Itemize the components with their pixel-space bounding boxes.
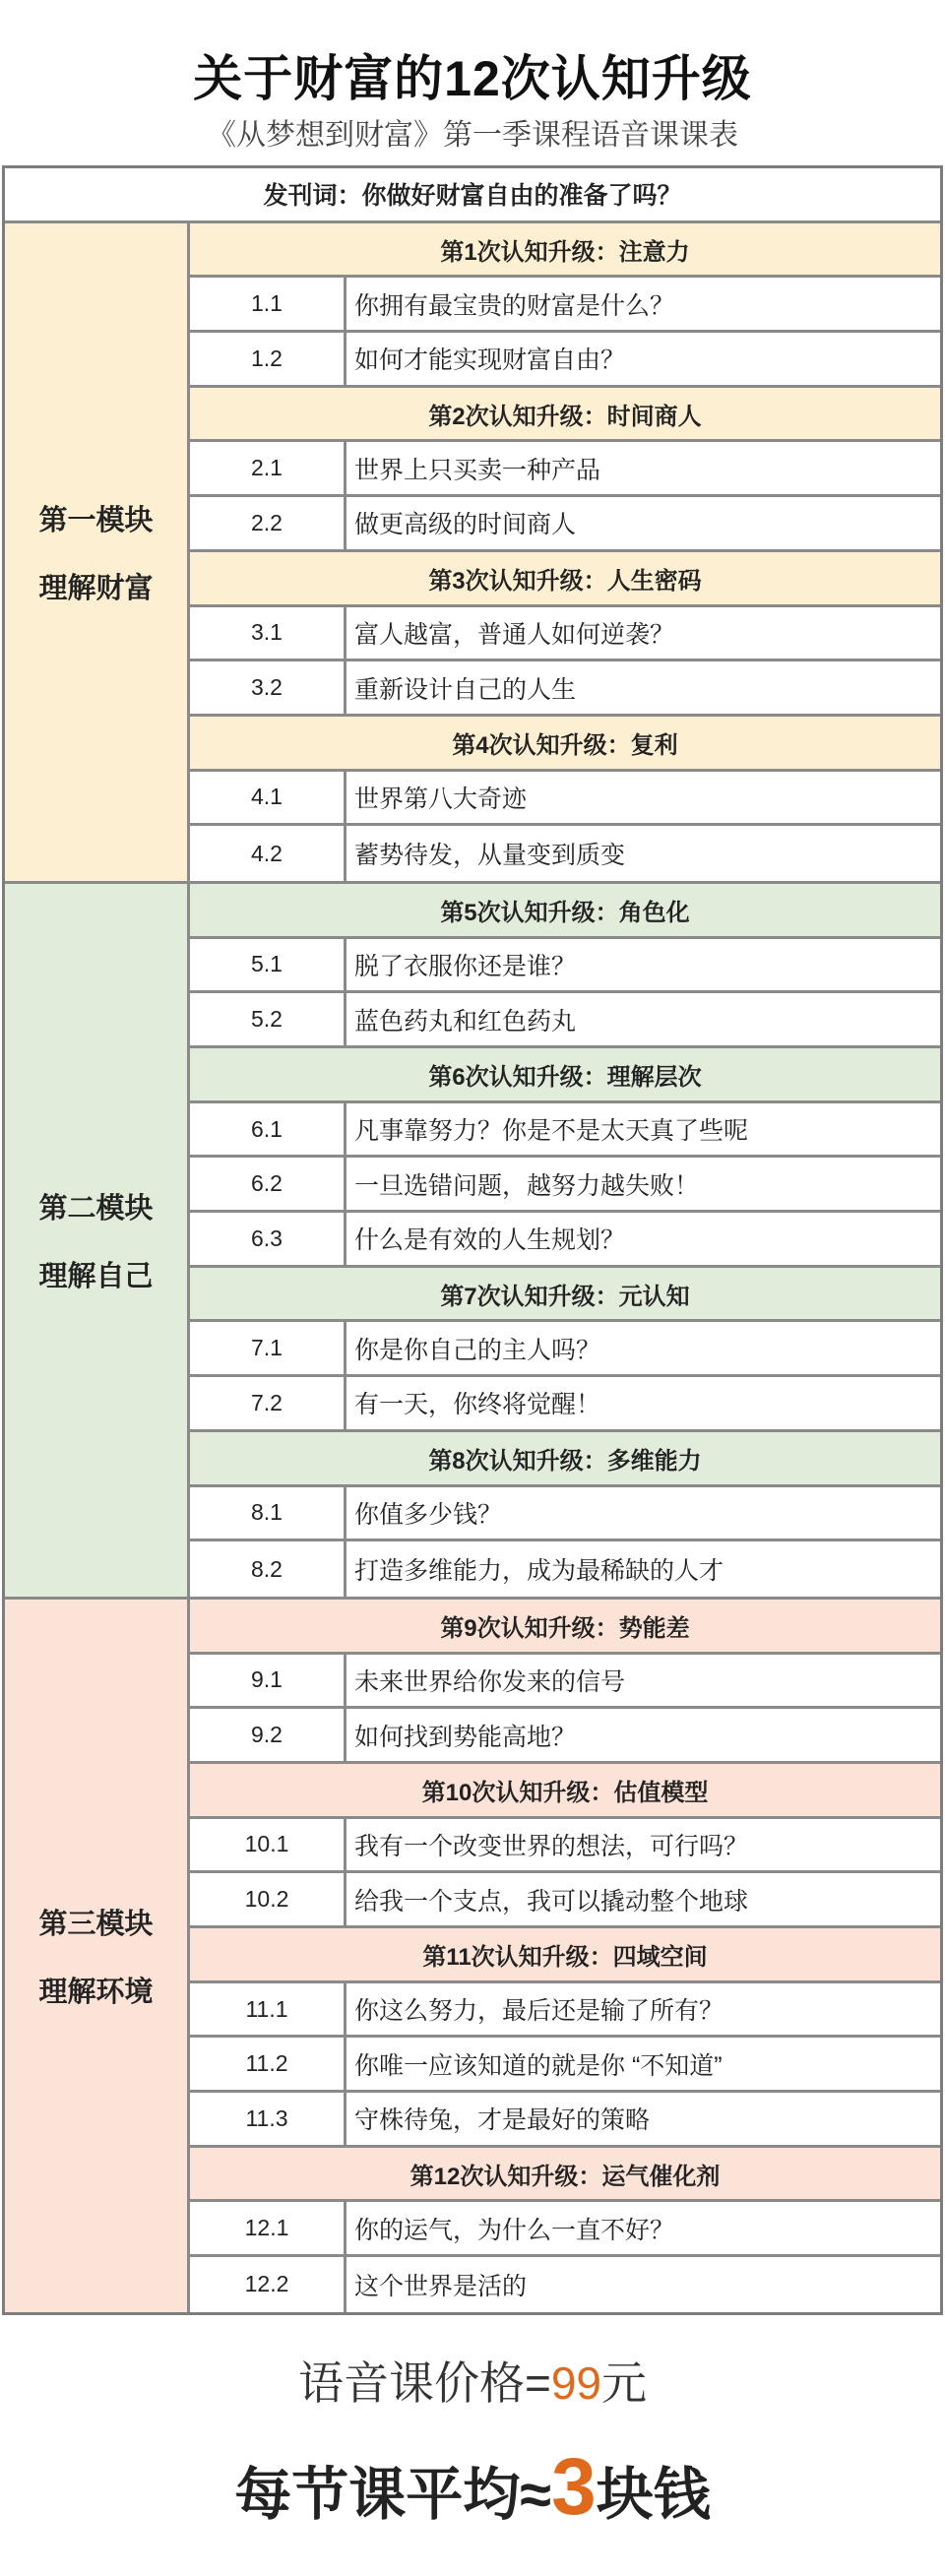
lesson-title: 什么是有效的人生规划？ <box>354 1226 626 1255</box>
lesson-row <box>190 1103 940 1159</box>
module-name: 第一模块 <box>38 504 154 536</box>
lesson-row <box>190 661 940 717</box>
lesson-title: 守株待兔，才是最好的策略 <box>354 2106 651 2135</box>
module-name: 第二模块 <box>38 1192 154 1225</box>
module-theme: 理解环境 <box>38 1976 154 2008</box>
lesson-row <box>190 1541 940 1597</box>
page-title: 关于财富的12次认知升级 <box>193 51 752 106</box>
lesson-number: 7.2 <box>190 1377 346 1429</box>
lesson-number: 1.1 <box>190 278 346 330</box>
lesson-number: 6.2 <box>190 1158 346 1210</box>
lesson-title: 打造多维能力，成为最稀缺的人才 <box>354 1557 724 1586</box>
lesson-number: 3.2 <box>190 661 346 714</box>
lesson-row <box>190 497 940 552</box>
section-header: 第6次认知升级：理解层次 <box>190 1048 940 1103</box>
lesson-title: 富人越富，普通人如何逆袭？ <box>354 620 675 649</box>
lesson-number: 7.1 <box>190 1322 346 1374</box>
lesson-title: 凡事靠努力？你是不是太天真了些呢 <box>354 1117 749 1146</box>
module-label <box>5 884 190 1597</box>
lesson-title: 给我一个支点，我可以撬动整个地球 <box>354 1887 749 1916</box>
module-theme: 理解自己 <box>38 1260 154 1292</box>
lesson-row <box>190 2093 940 2148</box>
lesson-number: 5.1 <box>190 939 346 991</box>
lesson-title: 蓄势待发，从量变到质变 <box>354 842 626 870</box>
section-header: 第4次认知升级：复利 <box>190 717 940 772</box>
lesson-title: 蓝色药丸和红色药丸 <box>354 1007 577 1036</box>
section-header: 第12次认知升级：运气催化剂 <box>190 2148 940 2203</box>
lesson-title: 做更高级的时间商人 <box>354 511 577 539</box>
lesson-title: 你唯一应该知道的就是你 “不知道” <box>354 2051 723 2080</box>
lesson-title: 有一天，你终将觉醒！ <box>354 1391 601 1419</box>
lesson-row <box>190 1819 940 1874</box>
module-theme: 理解财富 <box>38 572 154 604</box>
section-header: 第8次认知升级：多维能力 <box>190 1432 940 1487</box>
lesson-row <box>190 1873 940 1928</box>
module-label <box>5 1600 190 2312</box>
lesson-number: 9.1 <box>190 1655 346 1707</box>
lesson-number: 10.2 <box>190 1873 346 1925</box>
lesson-title: 你的运气，为什么一直不好？ <box>354 2216 675 2244</box>
per-lesson-label: 每节课平均≈ <box>234 2463 552 2527</box>
module-label <box>5 223 190 881</box>
lesson-number: 8.2 <box>190 1541 346 1597</box>
section-header: 第7次认知升级：元认知 <box>190 1268 940 1323</box>
lesson-number: 12.1 <box>190 2202 346 2254</box>
lesson-title: 世界上只买卖一种产品 <box>354 456 601 484</box>
page-subtitle: 《从梦想到财富》第一季课程语音课课表 <box>207 119 738 152</box>
price-unit: 元 <box>601 2357 648 2409</box>
lesson-number: 1.2 <box>190 333 346 385</box>
price-line <box>0 2348 945 2413</box>
lesson-number: 5.2 <box>190 993 346 1045</box>
lesson-row <box>190 1158 940 1213</box>
lesson-number: 10.1 <box>190 1819 346 1871</box>
lesson-number: 2.2 <box>190 497 346 549</box>
lesson-number: 9.2 <box>190 1709 346 1761</box>
lesson-number: 4.1 <box>190 772 346 824</box>
lesson-row <box>190 1322 940 1377</box>
lesson-number: 3.1 <box>190 607 346 660</box>
lesson-number: 6.1 <box>190 1103 346 1156</box>
per-lesson-price-line <box>0 2441 945 2534</box>
section-header: 第5次认知升级：角色化 <box>190 884 940 939</box>
per-lesson-unit: 块钱 <box>596 2463 711 2527</box>
module-block <box>5 1600 940 2312</box>
lesson-title: 我有一个改变世界的想法，可行吗？ <box>354 1832 749 1860</box>
lesson-title: 你拥有最宝贵的财富是什么？ <box>354 291 675 320</box>
lesson-title: 重新设计自己的人生 <box>354 675 577 704</box>
per-lesson-value: 3 <box>551 2442 597 2532</box>
lesson-number: 11.2 <box>190 2038 346 2090</box>
lesson-title: 这个世界是活的 <box>354 2272 528 2300</box>
lesson-row <box>190 607 940 662</box>
course-schedule-table <box>2 165 943 2315</box>
lesson-row <box>190 1709 940 1764</box>
lesson-row <box>190 2202 940 2257</box>
section-header: 第9次认知升级：势能差 <box>190 1600 940 1655</box>
lesson-row <box>190 333 940 388</box>
module-name: 第三模块 <box>38 1908 154 1940</box>
section-header: 第3次认知升级：人生密码 <box>190 552 940 607</box>
section-header: 第1次认知升级：注意力 <box>190 223 940 279</box>
lesson-title: 一旦选错问题，越努力越失败！ <box>354 1171 700 1200</box>
lesson-row <box>190 1983 940 2039</box>
lesson-number: 11.3 <box>190 2093 346 2145</box>
lesson-row <box>190 1377 940 1432</box>
lesson-title: 如何才能实现财富自由？ <box>354 346 626 375</box>
lesson-row <box>190 442 940 497</box>
lesson-row <box>190 993 940 1048</box>
price-label: 语音课价格= <box>297 2357 551 2409</box>
lesson-row <box>190 2038 940 2093</box>
module-block <box>5 884 940 1600</box>
lesson-row <box>190 2257 940 2312</box>
section-header: 第10次认知升级：估值模型 <box>190 1764 940 1819</box>
lesson-title: 你是你自己的主人吗？ <box>354 1336 601 1364</box>
lesson-number: 12.2 <box>190 2257 346 2312</box>
module-block <box>5 223 940 884</box>
lesson-title: 未来世界给你发来的信号 <box>354 1667 626 1696</box>
lesson-title: 如何找到势能高地？ <box>354 1723 577 1751</box>
lesson-row <box>190 1213 940 1268</box>
lesson-title: 脱了衣服你还是谁？ <box>354 952 577 980</box>
lesson-number: 11.1 <box>190 1983 346 2036</box>
lesson-title: 你这么努力，最后还是输了所有？ <box>354 1997 724 2026</box>
section-header: 第11次认知升级：四域空间 <box>190 1928 940 1983</box>
lesson-row <box>190 826 940 881</box>
price-value: 99 <box>550 2357 602 2409</box>
lesson-title: 世界第八大奇迹 <box>354 785 528 813</box>
section-header: 第2次认知升级：时间商人 <box>190 388 940 443</box>
lesson-title: 你值多少钱？ <box>354 1500 503 1529</box>
lesson-row <box>190 278 940 333</box>
lesson-row <box>190 1655 940 1710</box>
lesson-number: 6.3 <box>190 1213 346 1265</box>
lesson-row <box>190 939 940 994</box>
lesson-row <box>190 772 940 827</box>
lesson-row <box>190 1487 940 1542</box>
lesson-number: 8.1 <box>190 1487 346 1539</box>
intro-row: 发刊词：你做好财富自由的准备了吗？ <box>5 168 940 223</box>
lesson-number: 4.2 <box>190 826 346 881</box>
lesson-number: 2.1 <box>190 442 346 494</box>
